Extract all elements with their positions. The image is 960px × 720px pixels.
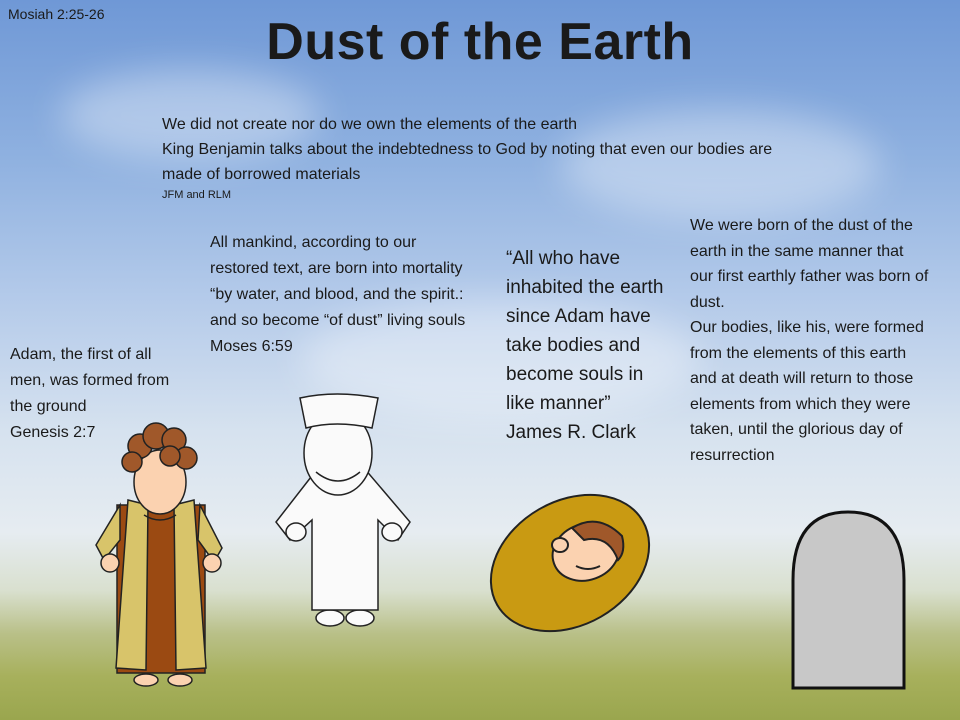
right-text-2: Our bodies, like his, were formed from the elements of this earth and at death will return to those elements from which they were taken, until the glorious day of resurrection: [690, 319, 924, 464]
scripture-reference: Mosiah 2:25-26: [8, 6, 105, 22]
tombstone: [793, 512, 904, 688]
slide-title: Dust of the Earth: [266, 13, 694, 71]
adam-figure: [96, 423, 222, 686]
adam-reference: Genesis 2:7: [10, 424, 96, 441]
clark-author: James R. Clark: [506, 422, 636, 443]
baby-figure: [466, 467, 673, 658]
clark-quote: “All who have inhabited the earth since Adam have take bodies and become souls in like manner”: [506, 248, 664, 414]
intro-line-1: We did not create nor do we own the elements of the earth: [162, 116, 578, 133]
mankind-text: All mankind, according to our restored text, are born into mortality “by water, and blood, and the spirit.: and so become “of dust” living souls: [210, 234, 466, 329]
credit-text: JFM and RLM: [162, 189, 232, 201]
robed-figure: [276, 394, 410, 626]
mankind-reference: Moses 6:59: [210, 338, 293, 355]
adam-text: Adam, the first of all men, was formed from the ground: [10, 346, 170, 415]
right-text-1: We were born of the dust of the earth in the same manner that our first earthly father was born of dust.: [690, 217, 929, 311]
intro-line-2: King Benjamin talks about the indebtedness to God by noting that even our bodies are made of borrowed materials: [162, 141, 773, 183]
